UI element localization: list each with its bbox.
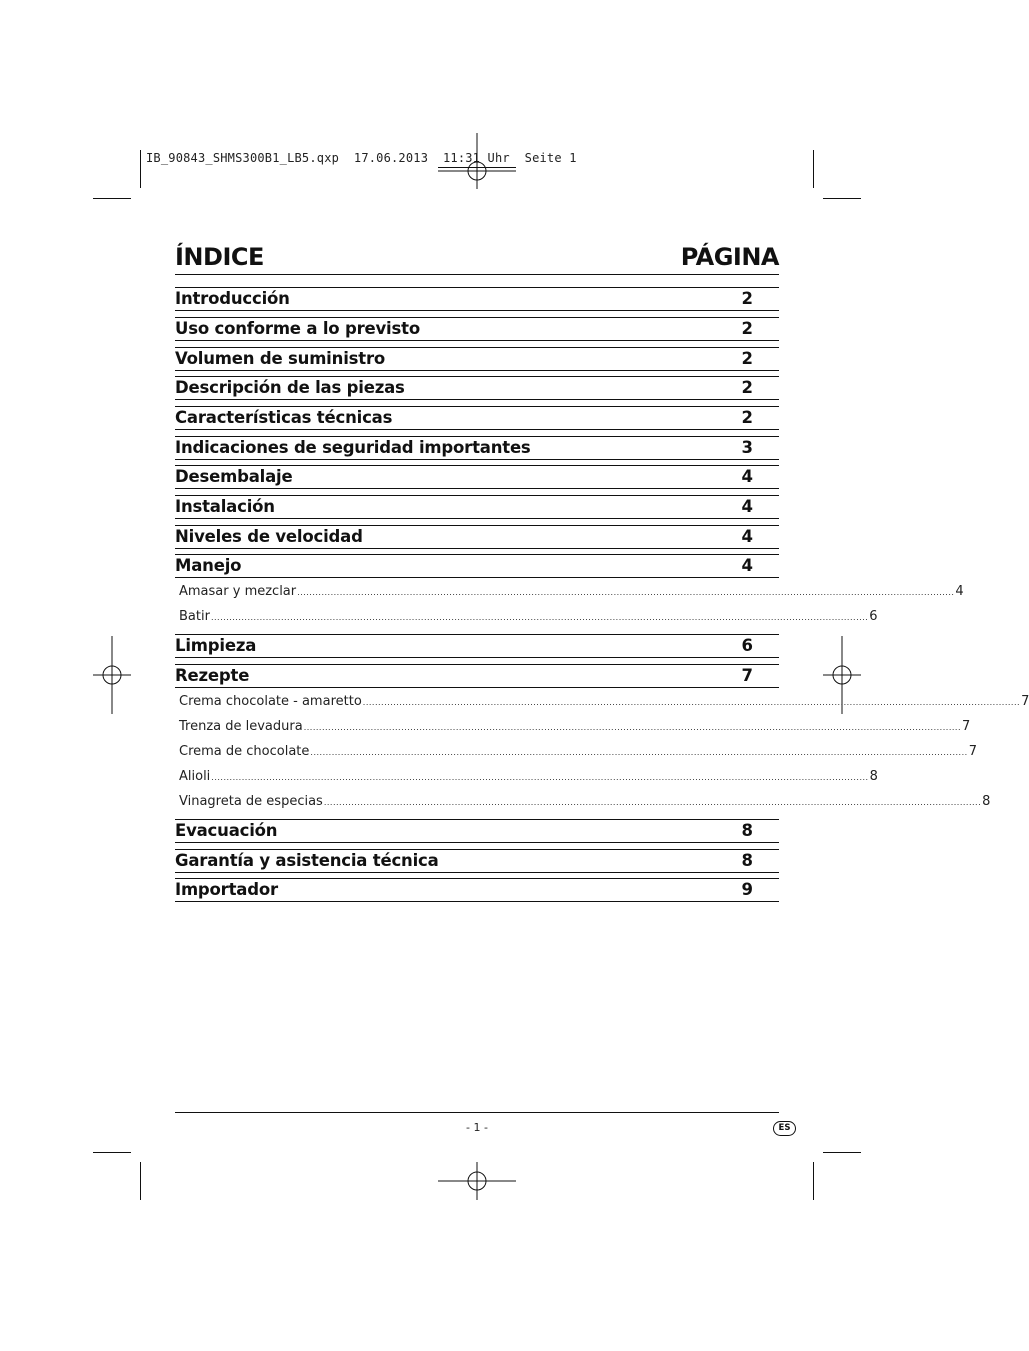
toc-subentry-vinagreta-especias[interactable] [179, 794, 991, 810]
crop-mark-top-left-h [93, 198, 131, 199]
toc-subentry-crema-chocolate[interactable] [179, 744, 977, 760]
print-slug: IB_90843_SHMS300B1_LB5.qxp 17.06.2013 11:31 Uhr Seite 1 [146, 151, 577, 165]
toc-entry-garantia[interactable] [175, 849, 779, 873]
registration-mark-left [93, 636, 131, 714]
toc-entry-page: 7 [741, 666, 753, 685]
dot-leader: ........................................................................................................................................................................................................................ [211, 773, 869, 782]
toc-entry-volumen-suministro[interactable] [175, 347, 779, 371]
toc-entry-label: Evacuación [175, 821, 278, 840]
toc-subentry-alioli[interactable] [179, 769, 878, 785]
dot-leader: ........................................................................................................................................................................................................................ [362, 698, 1021, 707]
footer-divider [175, 1112, 779, 1113]
toc-entry-label: Rezepte [175, 666, 250, 685]
crop-mark-top-right-v [813, 150, 814, 188]
toc-subentry-page: 7 [1021, 694, 1029, 709]
toc-entry-importador[interactable] [175, 878, 779, 902]
toc-entry-page: 8 [741, 851, 753, 870]
toc-heading [175, 242, 779, 275]
crop-mark-bottom-left-v [140, 1162, 141, 1200]
toc-entry-page: 4 [741, 527, 753, 546]
toc-subentry-label: Batir [179, 609, 210, 624]
toc-entry-label: Importador [175, 880, 278, 899]
page-column-title: PÁGINA [680, 243, 779, 271]
toc-entry-desembalaje[interactable] [175, 465, 779, 489]
toc-subentry-page: 6 [869, 609, 878, 624]
toc-subentry-amasar[interactable] [179, 584, 964, 600]
toc-entry-page: 2 [741, 319, 753, 338]
toc-subentry-page: 7 [961, 719, 971, 734]
toc-subentry-page: 8 [982, 794, 991, 809]
toc-subentry-label: Amasar y mezclar [179, 584, 297, 599]
toc-entry-evacuacion[interactable] [175, 819, 779, 843]
crop-mark-bottom-left-h [93, 1152, 131, 1153]
toc-subentry-label: Vinagreta de especias [179, 794, 323, 809]
toc-entry-page: 2 [741, 349, 753, 368]
crop-mark-top-left-v [140, 150, 141, 188]
toc-entry-page: 4 [741, 467, 753, 486]
dot-leader: ........................................................................................................................................................................................................................ [310, 748, 968, 757]
toc-subentry-batir[interactable] [179, 609, 878, 625]
toc-entry-page: 9 [741, 880, 753, 899]
crop-mark-top-right-h [823, 198, 861, 199]
toc-entry-page: 3 [741, 438, 753, 457]
toc-subentry-label: Alioli [179, 769, 211, 784]
toc-entry-limpieza[interactable] [175, 634, 779, 658]
toc-entry-page: 6 [741, 636, 753, 655]
toc-subentry-page: 8 [869, 769, 878, 784]
toc-subentry-label: Crema chocolate - amaretto [179, 694, 362, 709]
toc-entry-label: Descripción de las piezas [175, 378, 405, 397]
toc-subentry-crema-chocolate-amaretto[interactable] [179, 694, 1029, 710]
toc-entry-rezepte[interactable] [175, 664, 779, 688]
toc-entry-page: 2 [741, 378, 753, 397]
toc-entry-page: 8 [741, 821, 753, 840]
registration-mark-top [438, 133, 516, 189]
toc-entry-instalacion[interactable] [175, 495, 779, 519]
toc-entry-label: Volumen de suministro [175, 349, 386, 368]
language-badge: ES [773, 1121, 796, 1136]
toc-entry-page: 2 [741, 289, 753, 308]
toc-subentry-page: 4 [955, 584, 964, 599]
dot-leader: ........................................................................................................................................................................................................................ [210, 613, 869, 622]
toc-entry-label: Introducción [175, 289, 290, 308]
toc-entry-label: Instalación [175, 497, 275, 516]
page-number: - 1 - [466, 1121, 488, 1134]
toc-title: ÍNDICE [175, 243, 264, 271]
toc-entry-label: Niveles de velocidad [175, 527, 363, 546]
dot-leader: ........................................................................................................................................................................................................................ [303, 723, 961, 732]
toc-entry-label: Desembalaje [175, 467, 293, 486]
toc-entry-niveles-velocidad[interactable] [175, 525, 779, 549]
dot-leader: ........................................................................................................................................................................................................................ [297, 588, 955, 597]
toc-entry-descripcion-piezas[interactable] [175, 376, 779, 400]
crop-mark-bottom-right-h [823, 1152, 861, 1153]
registration-mark-bottom [438, 1162, 516, 1200]
toc-subentry-label: Crema de chocolate [179, 744, 310, 759]
toc-subentry-trenza-levadura[interactable] [179, 719, 971, 735]
toc-entry-label: Garantía y asistencia técnica [175, 851, 439, 870]
toc-entry-uso-conforme[interactable] [175, 317, 779, 341]
toc-entry-manejo[interactable] [175, 554, 779, 578]
toc-entry-page: 2 [741, 408, 753, 427]
toc-entry-label: Manejo [175, 556, 242, 575]
toc-entry-page: 4 [741, 497, 753, 516]
toc-subentry-label: Trenza de levadura [179, 719, 303, 734]
toc-entry-indicaciones-seguridad[interactable] [175, 436, 779, 460]
crop-mark-bottom-right-v [813, 1162, 814, 1200]
toc-subentry-page: 7 [968, 744, 977, 759]
toc-entry-label: Uso conforme a lo previsto [175, 319, 420, 338]
toc-entry-caracteristicas-tecnicas[interactable] [175, 406, 779, 430]
toc-entry-label: Limpieza [175, 636, 257, 655]
dot-leader: ........................................................................................................................................................................................................................ [323, 798, 982, 807]
toc-entry-label: Indicaciones de seguridad importantes [175, 438, 531, 457]
toc-entry-label: Características técnicas [175, 408, 393, 427]
toc-entry-introduccion[interactable] [175, 287, 779, 311]
toc-entry-page: 4 [741, 556, 753, 575]
